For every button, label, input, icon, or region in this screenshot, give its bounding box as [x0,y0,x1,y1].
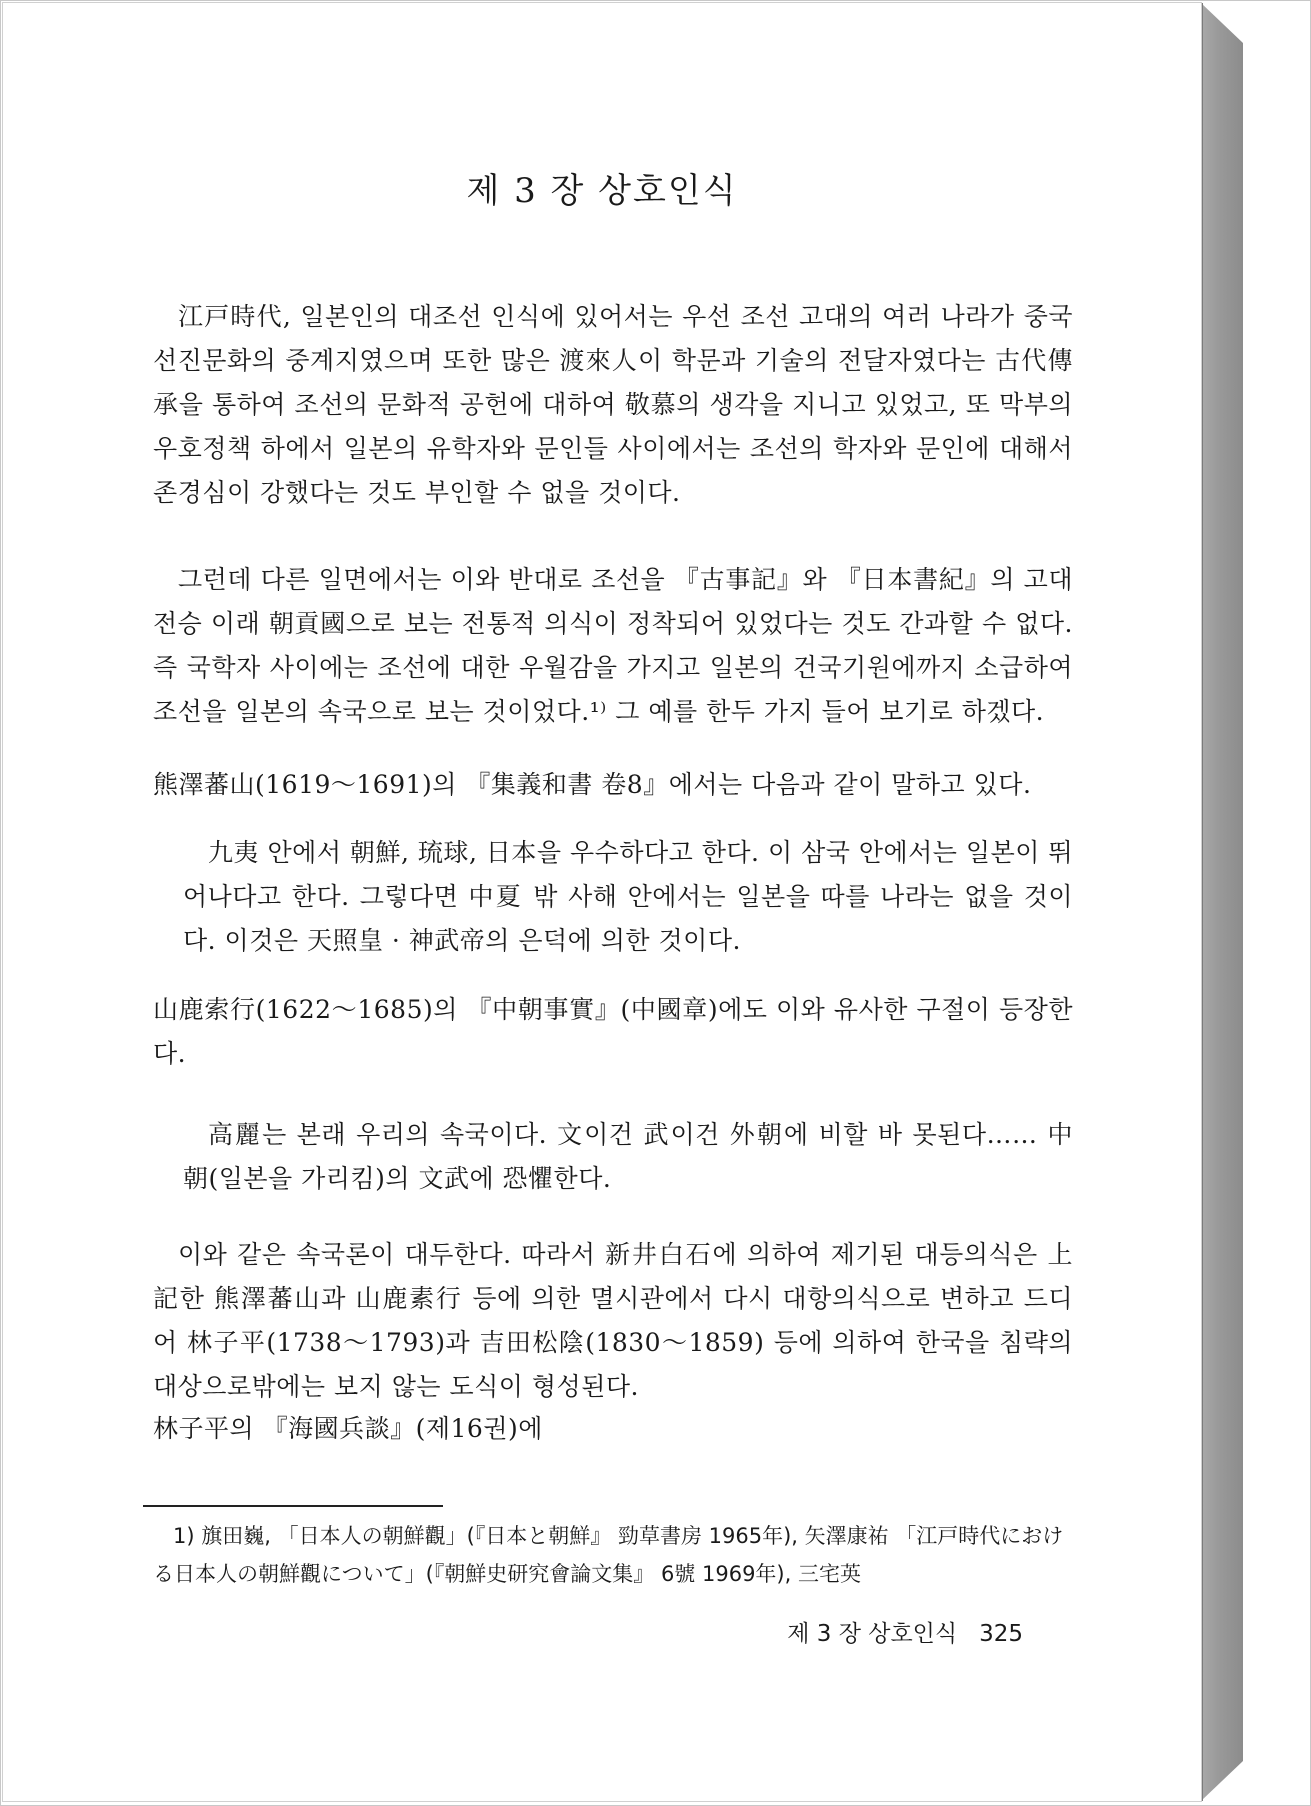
spine-edge [1201,3,1203,1801]
paragraph-2: 그런데 다른 일면에서는 이와 반대로 조선을 『古事記』와 『日本書紀』의 고대전승 이래 朝貢國으로 보는 전통적 의식이 정착되어 있었다는 것도 간과할 수 없다. 즉 국학자 사이에는 조선에 대한 우월감을 가지고 일본의 건국기원에까지 소급하여 조선을 일본의 속국으로 보는 것이었다.¹⁾ 그 예를 한두 가지 들어 보기로 하겠다. [153,565,1073,726]
running-title: 제 3 장 상호인식 [787,1621,958,1647]
footnote-1: 1) 旗田巍, 「日本人の朝鮮觀」(『日本と朝鮮』 勁草書房 1965年), 矢澤康祐 「江戸時代における日本人の朝鮮觀について」(『朝鮮史研究會論文集』 6號 1969年), 三宅英 [153,1524,1064,1586]
paragraph-4: 山鹿索行(1622～1685)의 『中朝事實』(中國章)에도 이와 유사한 구절이 등장한다. [153,995,1073,1068]
paragraph-5: 이와 같은 속국론이 대두한다. 따라서 新井白石에 의하여 제기된 대등의식은 上記한 熊澤蕃山과 山鹿素行 등에 의한 멸시관에서 다시 대항의식으로 변하고 드디어 林子平(1738～1793)과 吉田松陰(1830～1859) 등에 의하여 한국을 침략의 대상으로밖에는 보지 않는 도식이 형성된다. [153,1240,1073,1401]
book-page [3,3,1201,1801]
footnote-divider [143,1505,443,1507]
paragraph-3: 熊澤蕃山(1619～1691)의 『集義和書 卷8』에서는 다음과 같이 말하고 있다. [153,770,1032,799]
book-spine [1201,3,1243,1801]
block-quote-1: 九夷 안에서 朝鮮, 琉球, 日本을 우수하다고 한다. 이 삼국 안에서는 일본이 뛰어나다고 한다. 그렇다면 中夏 밖 사해 안에서는 일본을 따를 나라는 없을 것이다. 이것은 天照皇 · 神武帝의 은덕에 의한 것이다. [183,838,1073,955]
paragraph-1: 江戸時代, 일본인의 대조선 인식에 있어서는 우선 조선 고대의 여러 나라가 중국 선진문화의 중계지였으며 또한 많은 渡來人이 학문과 기술의 전달자였다는 古代傳承을 통하여 조선의 문화적 공헌에 대하여 敬慕의 생각을 지니고 있었고, 또 막부의 우호정책 하에서 일본의 유학자와 문인들 사이에서는 조선의 학자와 문인에 대해서 존경심이 강했다는 것도 부인할 수 없을 것이다. [153,302,1073,507]
block-quote-2: 高麗는 본래 우리의 속국이다. 文이건 武이건 外朝에 비할 바 못된다…… 中朝(일본을 가리킴)의 文武에 恐懼한다. [183,1120,1073,1193]
chapter-title: 제 3 장 상호인식 [466,171,738,211]
paragraph-6: 林子平의 『海國兵談』(제16권)에 [153,1414,543,1443]
running-footer [703,1615,1023,1648]
page-number: 325 [979,1621,1023,1647]
